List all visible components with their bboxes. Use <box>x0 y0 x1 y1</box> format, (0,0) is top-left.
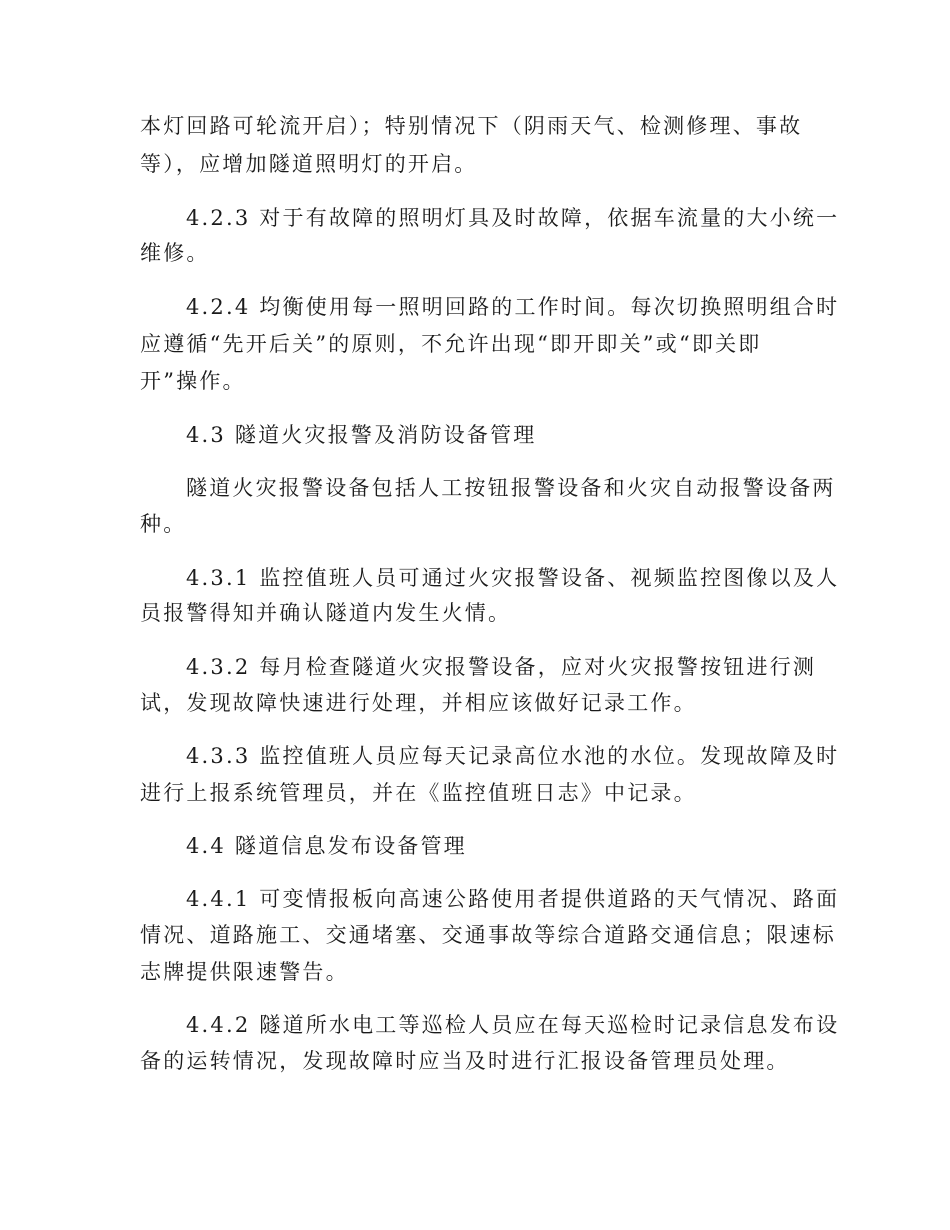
text-line: 进行上报系统管理员，并在《监控值班日志》中记录。 <box>140 781 697 805</box>
text-line: 本灯回路可轮流开启）；特别情况下（阴雨天气、检测修理、事故 <box>140 114 803 138</box>
section-heading-4-3: 4.3 隧道火灾报警及消防设备管理 <box>186 423 537 447</box>
text-line: 员报警得知并确认隧道内发生火情。 <box>140 601 512 625</box>
text-line: 试，发现故障快速进行处理，并相应该做好记录工作。 <box>140 691 697 715</box>
paragraph-4-2-3: 4.2.3 对于有故障的照明灯具及时故障，依据车流量的大小统一 <box>186 206 840 230</box>
text-line: 备的运转情况，发现故障时应当及时进行汇报设备管理员处理。 <box>140 1049 790 1073</box>
section-heading-4-4: 4.4 隧道信息发布设备管理 <box>186 834 467 858</box>
paragraph-4-3-2: 4.3.2 每月检查隧道火灾报警设备，应对火灾报警按钮进行测 <box>186 655 817 679</box>
text-line: 维修。 <box>140 241 210 265</box>
paragraph-4-4-1: 4.4.1 可变情报板向高速公路使用者提供道路的天气情况、路面 <box>186 887 840 911</box>
paragraph-4-3-1: 4.3.1 监控值班人员可通过火灾报警设备、视频监控图像以及人 <box>186 566 840 590</box>
paragraph-4-4-2: 4.4.2 隧道所水电工等巡检人员应在每天巡检时记录信息发布设 <box>186 1013 840 1037</box>
text-line: 种。 <box>140 512 187 536</box>
text-line: 应遵循“先开后关”的原则，不允许出现“即开即关”或“即关即 <box>140 332 762 356</box>
paragraph: 隧道火灾报警设备包括人工按钮报警设备和火灾自动报警设备两 <box>186 476 836 500</box>
text-line: 开”操作。 <box>140 369 246 393</box>
paragraph-4-3-3: 4.3.3 监控值班人员应每天记录高位水池的水位。发现故障及时 <box>186 744 840 768</box>
text-line: 情况、道路施工、交通堵塞、交通事故等综合道路交通信息；限速标 <box>140 923 836 947</box>
paragraph-4-2-4: 4.2.4 均衡使用每一照明回路的工作时间。每次切换照明组合时 <box>186 295 840 319</box>
text-line: 等），应增加隧道照明灯的开启。 <box>140 152 478 176</box>
text-line: 志牌提供限速警告。 <box>140 960 349 984</box>
